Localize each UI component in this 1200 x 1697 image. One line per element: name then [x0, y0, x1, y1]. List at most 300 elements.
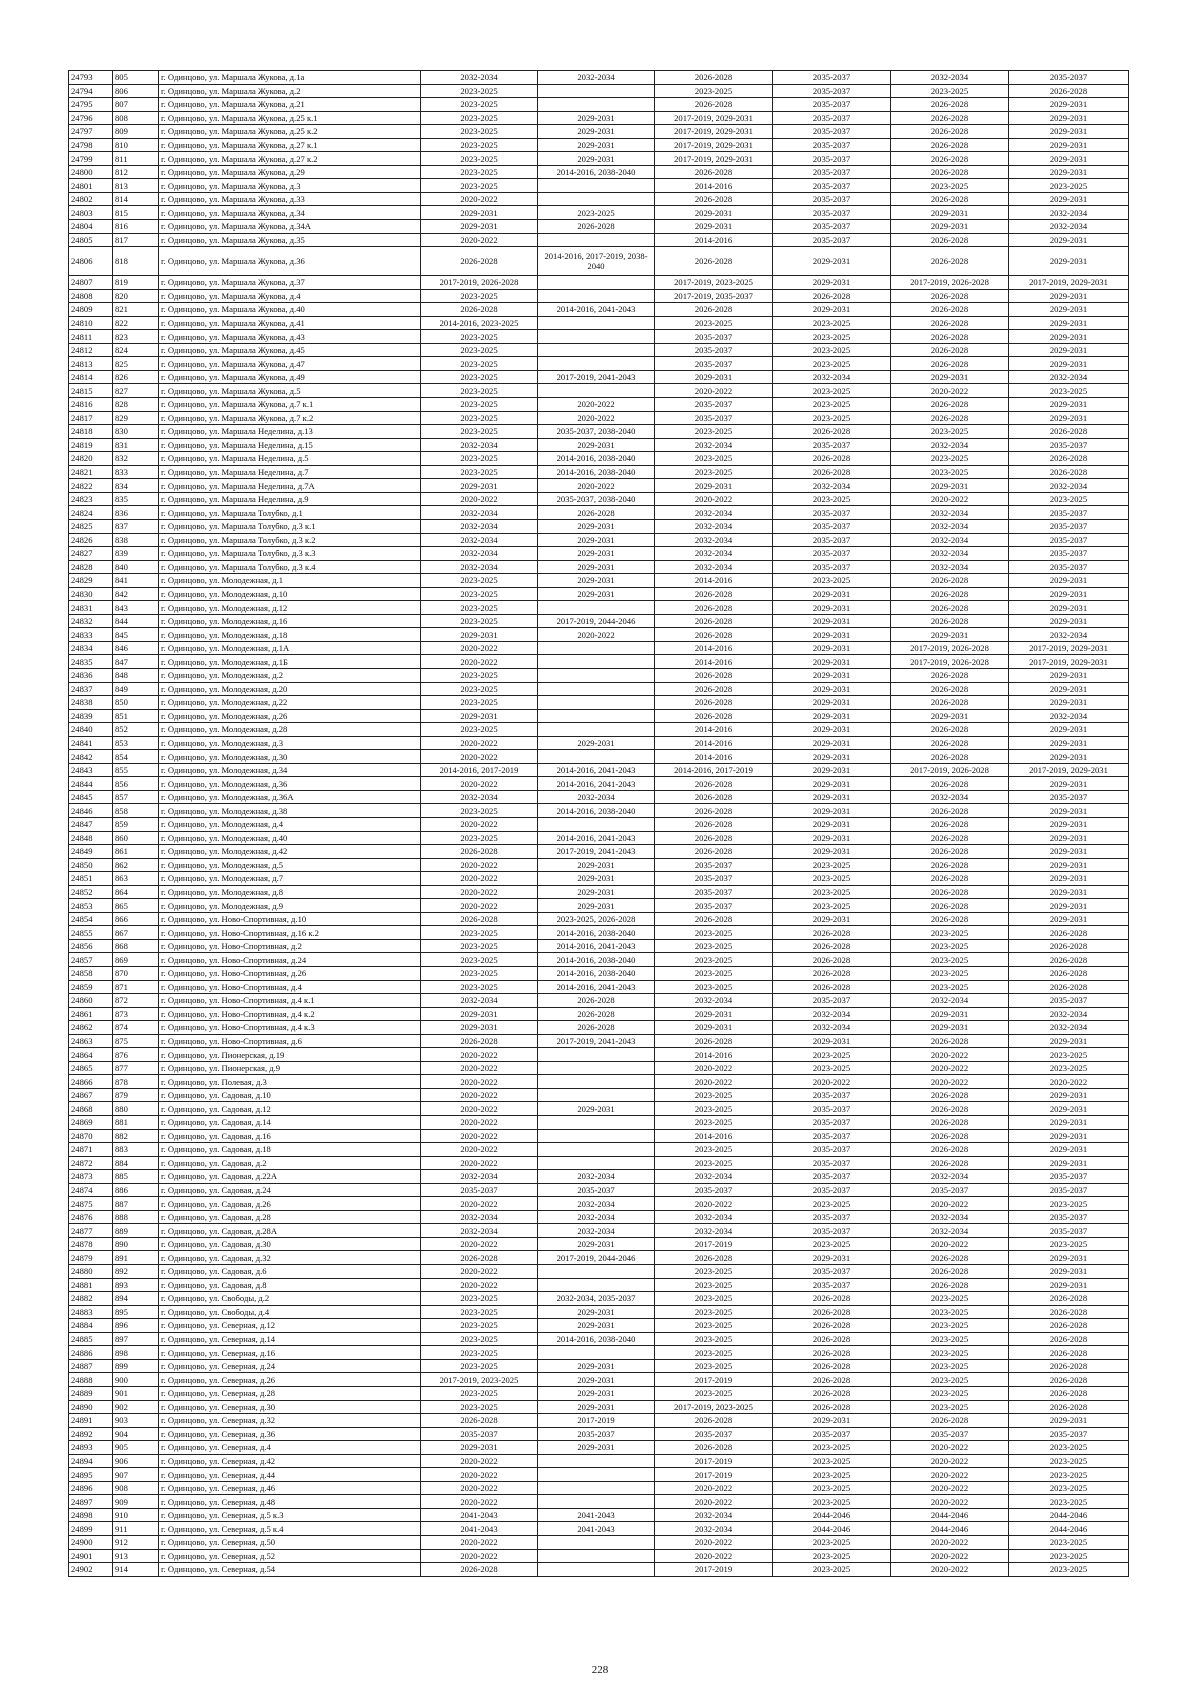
table-row	[69, 179, 1129, 193]
period-cell: 2023-2025	[1009, 179, 1129, 193]
address-cell: г. Одинцово, ул. Северная, д.54	[159, 1563, 421, 1577]
period-cell	[538, 1563, 655, 1577]
period-cell: 2029-2031	[1009, 1102, 1129, 1116]
period-cell: 2032-2034	[655, 506, 773, 520]
period-cell: 2014-2016	[655, 655, 773, 669]
period-cell: 2026-2028	[891, 411, 1009, 425]
table-row	[69, 330, 1129, 344]
table-row	[69, 655, 1129, 669]
period-cell: 2023-2025	[891, 1332, 1009, 1346]
period-cell: 2023-2025	[421, 831, 538, 845]
row-id-cell: 24795	[69, 98, 113, 112]
period-cell: 2020-2022	[655, 1549, 773, 1563]
table-row	[69, 276, 1129, 290]
row-id-cell: 24876	[69, 1210, 113, 1224]
period-cell: 2035-2037, 2038-2040	[538, 425, 655, 439]
period-cell: 2029-2031	[421, 479, 538, 493]
period-cell: 2026-2028	[773, 980, 891, 994]
table-row	[69, 804, 1129, 818]
period-cell: 2023-2025	[773, 1441, 891, 1455]
table-row	[69, 614, 1129, 628]
row-number-cell: 875	[113, 1034, 159, 1048]
row-id-cell: 24889	[69, 1386, 113, 1400]
row-id-cell: 24806	[69, 247, 113, 276]
period-cell: 2023-2025	[421, 330, 538, 344]
address-cell: г. Одинцово, ул. Маршала Жукова, д.34А	[159, 220, 421, 234]
row-id-cell: 24847	[69, 817, 113, 831]
period-cell: 2023-2025	[891, 465, 1009, 479]
table-row	[69, 1359, 1129, 1373]
period-cell: 2026-2028	[655, 628, 773, 642]
address-cell: г. Одинцово, ул. Ново-Спортивная, д.4	[159, 980, 421, 994]
period-cell: 2020-2022	[655, 1197, 773, 1211]
row-number-cell: 908	[113, 1481, 159, 1495]
period-cell: 2032-2034	[891, 994, 1009, 1008]
period-cell: 2029-2031	[538, 872, 655, 886]
period-cell	[538, 668, 655, 682]
period-cell: 2026-2028	[1009, 84, 1129, 98]
period-cell: 2017-2019, 2044-2046	[538, 614, 655, 628]
table-row	[69, 1034, 1129, 1048]
period-cell: 2035-2037	[773, 1143, 891, 1157]
row-id-cell: 24812	[69, 343, 113, 357]
period-cell: 2029-2031	[773, 709, 891, 723]
row-id-cell: 24844	[69, 777, 113, 791]
table-row	[69, 1170, 1129, 1184]
row-number-cell: 912	[113, 1535, 159, 1549]
period-cell: 2026-2028	[1009, 452, 1129, 466]
period-cell: 2035-2037	[1009, 438, 1129, 452]
period-cell: 2026-2028	[655, 831, 773, 845]
period-cell: 2029-2031	[538, 885, 655, 899]
table-row	[69, 1454, 1129, 1468]
table-row	[69, 1265, 1129, 1279]
period-cell: 2032-2034	[655, 994, 773, 1008]
row-number-cell: 892	[113, 1265, 159, 1279]
address-cell: г. Одинцово, ул. Северная, д.16	[159, 1346, 421, 1360]
address-cell: г. Одинцово, ул. Северная, д.30	[159, 1400, 421, 1414]
period-cell: 2026-2028	[891, 1034, 1009, 1048]
period-cell: 2035-2037	[1009, 1210, 1129, 1224]
period-cell: 2035-2037	[655, 899, 773, 913]
period-cell: 2026-2028	[891, 398, 1009, 412]
period-cell	[538, 1143, 655, 1157]
period-cell: 2026-2028	[891, 899, 1009, 913]
row-number-cell: 805	[113, 71, 159, 85]
period-cell: 2029-2031	[538, 152, 655, 166]
row-id-cell: 24823	[69, 492, 113, 506]
table-row	[69, 831, 1129, 845]
period-cell: 2026-2028	[891, 357, 1009, 371]
row-number-cell: 829	[113, 411, 159, 425]
period-cell: 2026-2028	[773, 1319, 891, 1333]
period-cell: 2014-2016, 2017-2019, 2038-2040	[538, 247, 655, 276]
period-cell: 2026-2028	[891, 1251, 1009, 1265]
period-cell: 2023-2025	[891, 926, 1009, 940]
period-cell: 2029-2031	[1009, 899, 1129, 913]
period-cell: 2029-2031	[773, 276, 891, 290]
table-row	[69, 438, 1129, 452]
period-cell: 2029-2031	[1009, 152, 1129, 166]
period-cell: 2020-2022	[421, 1454, 538, 1468]
period-cell: 2032-2034	[891, 506, 1009, 520]
period-cell: 2026-2028	[655, 682, 773, 696]
row-id-cell: 24875	[69, 1197, 113, 1211]
row-id-cell: 24810	[69, 316, 113, 330]
period-cell: 2020-2022	[421, 1061, 538, 1075]
period-cell: 2023-2025	[891, 980, 1009, 994]
period-cell: 2020-2022	[773, 1075, 891, 1089]
table-row	[69, 899, 1129, 913]
period-cell: 2020-2022	[538, 628, 655, 642]
row-id-cell: 24901	[69, 1549, 113, 1563]
period-cell	[538, 1549, 655, 1563]
period-cell: 2020-2022	[891, 1075, 1009, 1089]
table-row	[69, 858, 1129, 872]
period-cell: 2023-2025	[421, 84, 538, 98]
row-number-cell: 881	[113, 1116, 159, 1130]
row-number-cell: 855	[113, 763, 159, 777]
address-cell: г. Одинцово, ул. Садовая, д.6	[159, 1265, 421, 1279]
row-number-cell: 832	[113, 452, 159, 466]
row-id-cell: 24808	[69, 289, 113, 303]
period-cell: 2026-2028	[655, 98, 773, 112]
row-number-cell: 910	[113, 1508, 159, 1522]
table-row	[69, 1386, 1129, 1400]
period-cell	[538, 1075, 655, 1089]
period-cell: 2023-2025	[421, 587, 538, 601]
period-cell: 2032-2034	[891, 547, 1009, 561]
period-cell: 2026-2028	[891, 1116, 1009, 1130]
period-cell: 2029-2031	[1009, 1414, 1129, 1428]
row-number-cell: 830	[113, 425, 159, 439]
period-cell: 2029-2031	[538, 547, 655, 561]
period-cell: 2032-2034	[655, 1170, 773, 1184]
row-id-cell: 24829	[69, 574, 113, 588]
period-cell: 2035-2037	[773, 547, 891, 561]
row-id-cell: 24883	[69, 1305, 113, 1319]
period-cell: 2023-2025	[1009, 1441, 1129, 1455]
period-cell: 2020-2022	[891, 1197, 1009, 1211]
row-number-cell: 817	[113, 233, 159, 247]
address-cell: г. Одинцово, ул. Маршала Жукова, д.47	[159, 357, 421, 371]
period-cell: 2020-2022	[421, 1075, 538, 1089]
period-cell: 2035-2037	[773, 519, 891, 533]
period-cell: 2017-2019, 2029-2031	[1009, 763, 1129, 777]
period-cell: 2020-2022	[655, 384, 773, 398]
table-row	[69, 1468, 1129, 1482]
row-id-cell: 24887	[69, 1359, 113, 1373]
address-cell: г. Одинцово, ул. Маршала Толубко, д.3 к.3	[159, 547, 421, 561]
period-cell: 2014-2016	[655, 750, 773, 764]
table-row	[69, 1414, 1129, 1428]
period-cell: 2020-2022	[421, 1481, 538, 1495]
period-cell: 2035-2037	[773, 152, 891, 166]
period-cell: 2023-2025	[891, 1346, 1009, 1360]
period-cell: 2032-2034	[773, 479, 891, 493]
period-cell: 2026-2028	[891, 98, 1009, 112]
period-cell: 2023-2025	[1009, 1495, 1129, 1509]
row-id-cell: 24867	[69, 1088, 113, 1102]
period-cell: 2032-2034	[538, 1224, 655, 1238]
address-cell: г. Одинцово, ул. Маршала Жукова, д.25 к.2	[159, 125, 421, 139]
row-number-cell: 840	[113, 560, 159, 574]
row-number-cell: 806	[113, 84, 159, 98]
period-cell: 2029-2031	[655, 370, 773, 384]
address-cell: г. Одинцово, ул. Маршала Неделина, д.5	[159, 452, 421, 466]
row-id-cell: 24878	[69, 1237, 113, 1251]
period-cell: 2032-2034	[655, 1522, 773, 1536]
period-cell: 2023-2025	[421, 1400, 538, 1414]
table-row	[69, 601, 1129, 615]
row-number-cell: 852	[113, 723, 159, 737]
row-id-cell: 24857	[69, 953, 113, 967]
table-body	[69, 71, 1129, 1577]
period-cell: 2023-2025	[421, 165, 538, 179]
period-cell: 2017-2019	[655, 1237, 773, 1251]
address-cell: г. Одинцово, ул. Молодежная, д.2	[159, 668, 421, 682]
period-cell: 2029-2031	[773, 641, 891, 655]
period-cell: 2020-2022	[421, 655, 538, 669]
period-cell: 2020-2022	[655, 1535, 773, 1549]
address-cell: г. Одинцово, ул. Северная, д.26	[159, 1373, 421, 1387]
period-cell: 2017-2019, 2029-2031	[1009, 641, 1129, 655]
address-cell: г. Одинцово, ул. Пионерская, д.19	[159, 1048, 421, 1062]
row-id-cell: 24813	[69, 357, 113, 371]
table-row	[69, 492, 1129, 506]
period-cell: 2023-2025	[655, 1305, 773, 1319]
row-id-cell: 24845	[69, 790, 113, 804]
period-cell: 2044-2046	[891, 1508, 1009, 1522]
row-id-cell: 24822	[69, 479, 113, 493]
row-id-cell: 24805	[69, 233, 113, 247]
period-cell: 2029-2031	[655, 1021, 773, 1035]
address-cell: г. Одинцово, ул. Северная, д.46	[159, 1481, 421, 1495]
period-cell: 2023-2025	[1009, 1197, 1129, 1211]
period-cell: 2023-2025	[1009, 1535, 1129, 1549]
period-cell: 2023-2025	[1009, 1048, 1129, 1062]
table-row	[69, 750, 1129, 764]
row-id-cell: 24861	[69, 1007, 113, 1021]
row-id-cell: 24846	[69, 804, 113, 818]
period-cell: 2020-2022	[421, 750, 538, 764]
period-cell: 2020-2022	[421, 1495, 538, 1509]
row-id-cell: 24873	[69, 1170, 113, 1184]
period-cell	[538, 817, 655, 831]
period-cell: 2032-2034	[891, 560, 1009, 574]
address-cell: г. Одинцово, ул. Молодежная, д.1Б	[159, 655, 421, 669]
address-cell: г. Одинцово, ул. Северная, д.14	[159, 1332, 421, 1346]
period-cell: 2029-2031	[1009, 1156, 1129, 1170]
address-cell: г. Одинцово, ул. Маршала Жукова, д.40	[159, 303, 421, 317]
row-number-cell: 839	[113, 547, 159, 561]
period-cell: 2029-2031	[538, 125, 655, 139]
row-number-cell: 897	[113, 1332, 159, 1346]
row-id-cell: 24879	[69, 1251, 113, 1265]
period-cell: 2032-2034	[421, 547, 538, 561]
period-cell: 2017-2019, 2029-2031	[1009, 655, 1129, 669]
period-cell: 2029-2031	[1009, 668, 1129, 682]
period-cell: 2026-2028	[655, 804, 773, 818]
address-cell: г. Одинцово, ул. Северная, д.42	[159, 1454, 421, 1468]
table-row	[69, 668, 1129, 682]
period-cell: 2035-2037	[773, 1116, 891, 1130]
period-cell: 2035-2037	[773, 1278, 891, 1292]
row-id-cell: 24863	[69, 1034, 113, 1048]
address-cell: г. Одинцово, ул. Садовая, д.28А	[159, 1224, 421, 1238]
period-cell: 2023-2025	[655, 1386, 773, 1400]
period-cell: 2035-2037	[773, 98, 891, 112]
period-cell	[538, 1048, 655, 1062]
period-cell: 2017-2019, 2029-2031	[655, 152, 773, 166]
period-cell: 2029-2031	[1009, 247, 1129, 276]
period-cell: 2026-2028	[891, 682, 1009, 696]
address-cell: г. Одинцово, ул. Садовая, д.28	[159, 1210, 421, 1224]
period-cell: 2023-2025	[655, 1265, 773, 1279]
period-cell	[538, 316, 655, 330]
period-cell: 2017-2019, 2029-2031	[655, 125, 773, 139]
period-cell: 2029-2031	[1009, 696, 1129, 710]
period-cell: 2026-2028	[1009, 980, 1129, 994]
period-cell: 2029-2031	[421, 709, 538, 723]
address-cell: г. Одинцово, ул. Молодежная, д.20	[159, 682, 421, 696]
row-number-cell: 891	[113, 1251, 159, 1265]
period-cell: 2029-2031	[538, 138, 655, 152]
row-number-cell: 859	[113, 817, 159, 831]
period-cell: 2029-2031	[538, 438, 655, 452]
period-cell: 2014-2016, 2038-2040	[538, 804, 655, 818]
period-cell: 2029-2031	[538, 1373, 655, 1387]
period-cell: 2026-2028	[891, 165, 1009, 179]
row-id-cell: 24794	[69, 84, 113, 98]
period-cell: 2032-2034	[538, 1197, 655, 1211]
period-cell: 2026-2028	[891, 247, 1009, 276]
address-cell: г. Одинцово, ул. Молодежная, д.40	[159, 831, 421, 845]
period-cell: 2029-2031	[773, 614, 891, 628]
period-cell: 2020-2022	[421, 1116, 538, 1130]
period-cell: 2023-2025	[773, 1495, 891, 1509]
period-cell: 2023-2025	[891, 953, 1009, 967]
period-cell	[538, 1156, 655, 1170]
table-row	[69, 1183, 1129, 1197]
period-cell: 2023-2025	[421, 152, 538, 166]
address-cell: г. Одинцово, ул. Свободы, д.2	[159, 1292, 421, 1306]
period-cell: 2014-2016	[655, 1129, 773, 1143]
row-id-cell: 24815	[69, 384, 113, 398]
period-cell: 2044-2046	[773, 1522, 891, 1536]
period-cell: 2020-2022	[655, 492, 773, 506]
period-cell: 2023-2025	[891, 425, 1009, 439]
period-cell: 2032-2034	[538, 1170, 655, 1184]
period-cell: 2023-2025	[421, 967, 538, 981]
period-cell: 2035-2037, 2038-2040	[538, 492, 655, 506]
period-cell: 2023-2025	[773, 1454, 891, 1468]
period-cell: 2020-2022	[891, 1535, 1009, 1549]
period-cell: 2029-2031	[773, 763, 891, 777]
row-number-cell: 901	[113, 1386, 159, 1400]
period-cell: 2029-2031	[538, 1237, 655, 1251]
period-cell: 2026-2028	[773, 1359, 891, 1373]
table-row	[69, 1061, 1129, 1075]
period-cell: 2029-2031	[1009, 682, 1129, 696]
period-cell: 2020-2022	[421, 777, 538, 791]
period-cell: 2017-2019, 2026-2028	[421, 276, 538, 290]
period-cell: 2035-2037	[773, 1224, 891, 1238]
period-cell: 2023-2025	[773, 1197, 891, 1211]
period-cell: 2041-2043	[421, 1522, 538, 1536]
period-cell: 2035-2037	[655, 858, 773, 872]
row-number-cell: 880	[113, 1102, 159, 1116]
period-cell: 2026-2028	[891, 289, 1009, 303]
period-cell: 2035-2037	[1009, 994, 1129, 1008]
period-cell: 2026-2028	[891, 1143, 1009, 1157]
row-number-cell: 866	[113, 912, 159, 926]
row-number-cell: 869	[113, 953, 159, 967]
period-cell: 2023-2025	[891, 1400, 1009, 1414]
period-cell: 2026-2028	[655, 668, 773, 682]
table-row	[69, 1373, 1129, 1387]
row-number-cell: 909	[113, 1495, 159, 1509]
period-cell: 2029-2031	[1009, 858, 1129, 872]
address-cell: г. Одинцово, ул. Северная, д.28	[159, 1386, 421, 1400]
table-row	[69, 1116, 1129, 1130]
address-cell: г. Одинцово, ул. Маршала Неделина, д.7А	[159, 479, 421, 493]
row-number-cell: 887	[113, 1197, 159, 1211]
address-cell: г. Одинцово, ул. Молодежная, д.16	[159, 614, 421, 628]
period-cell: 2029-2031	[773, 655, 891, 669]
period-cell: 2026-2028	[421, 1034, 538, 1048]
period-cell: 2026-2028	[891, 303, 1009, 317]
period-cell: 2035-2037	[773, 179, 891, 193]
period-cell: 2020-2022	[421, 1088, 538, 1102]
period-cell: 2035-2037	[773, 1427, 891, 1441]
period-cell	[538, 709, 655, 723]
period-cell: 2032-2034	[1009, 1021, 1129, 1035]
period-cell: 2035-2037	[655, 885, 773, 899]
period-cell: 2023-2025	[421, 953, 538, 967]
table-row	[69, 479, 1129, 493]
period-cell: 2035-2037	[773, 1129, 891, 1143]
period-cell: 2029-2031	[1009, 192, 1129, 206]
period-cell: 2035-2037	[655, 398, 773, 412]
period-cell: 2023-2025	[891, 1319, 1009, 1333]
table-row	[69, 560, 1129, 574]
period-cell: 2035-2037	[773, 1102, 891, 1116]
period-cell: 2035-2037	[773, 1170, 891, 1184]
table-row	[69, 641, 1129, 655]
row-id-cell: 24832	[69, 614, 113, 628]
address-cell: г. Одинцово, ул. Ново-Спортивная, д.26	[159, 967, 421, 981]
period-cell: 2029-2031	[773, 696, 891, 710]
row-id-cell: 24830	[69, 587, 113, 601]
period-cell: 2023-2025	[773, 492, 891, 506]
period-cell: 2014-2016, 2017-2019	[655, 763, 773, 777]
row-number-cell: 885	[113, 1170, 159, 1184]
period-cell: 2023-2025	[655, 967, 773, 981]
address-cell: г. Одинцово, ул. Садовая, д.32	[159, 1251, 421, 1265]
period-cell: 2035-2037	[1009, 506, 1129, 520]
period-cell: 2032-2034	[421, 519, 538, 533]
period-cell: 2026-2028	[655, 696, 773, 710]
period-cell: 2017-2019, 2041-2043	[538, 845, 655, 859]
period-cell: 2029-2031	[773, 1251, 891, 1265]
period-cell: 2023-2025	[655, 1102, 773, 1116]
period-cell: 2023-2025	[773, 1237, 891, 1251]
row-number-cell: 822	[113, 316, 159, 330]
row-number-cell: 836	[113, 506, 159, 520]
period-cell: 2023-2025	[773, 1549, 891, 1563]
period-cell: 2029-2031	[773, 601, 891, 615]
